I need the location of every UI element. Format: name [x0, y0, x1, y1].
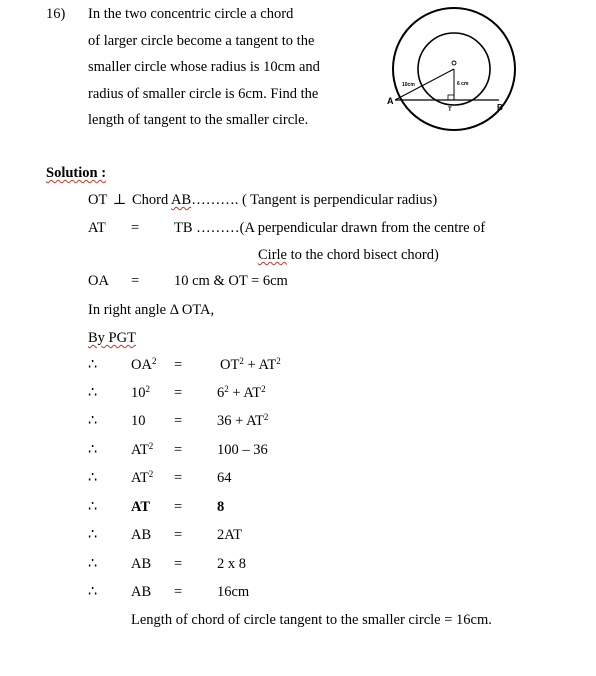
conclusion: Length of chord of circle tangent to the smaller circle = 16cm. [131, 612, 492, 628]
question-line-3: smaller circle whose radius is 10cm and [88, 59, 320, 75]
line2-reason-b [258, 247, 439, 264]
line2-tb: TB [174, 220, 193, 236]
therefore-symbol: ∴ [88, 442, 98, 458]
therefore-symbol: ∴ [88, 556, 98, 572]
step-lhs: AB [131, 527, 152, 543]
therefore-symbol: ∴ [88, 584, 98, 600]
therefore-symbol: ∴ [88, 385, 98, 401]
step-lhs: 10 [131, 413, 146, 429]
line2-cirle: Cirle [258, 247, 287, 263]
concentric-circles-figure [378, 5, 518, 135]
step-eq: = [174, 357, 183, 373]
label-t: T [448, 107, 452, 113]
line2-dots: ……… [196, 220, 240, 236]
centre-point [452, 61, 456, 65]
line5-text: By PGT [88, 330, 136, 346]
step-eq: = [174, 385, 183, 401]
line1-dots: ………. [191, 192, 239, 208]
right-angle-mark [448, 95, 454, 100]
label-b: B [497, 103, 503, 112]
step-eq: = [174, 442, 183, 458]
step-eq: = [174, 470, 183, 486]
step-rhs: 2 x 8 [217, 556, 246, 572]
therefore-symbol: ∴ [88, 470, 98, 486]
line1-chord: Chord [131, 192, 169, 208]
line2-lhs: AT [88, 220, 106, 236]
line2-eq: = [131, 220, 140, 236]
step-rhs: 2AT [217, 527, 242, 543]
step-rhs: $OT^2 + AT^2$ [220, 356, 281, 373]
line4-text: In right angle Δ OTA, [88, 302, 215, 318]
line3-eq: = [131, 273, 140, 289]
solution-line-1 [88, 192, 437, 209]
line2-reason-rest: to the chord bisect chord) [287, 247, 439, 263]
step-lhs: AT [131, 499, 151, 515]
step-eq: = [174, 527, 183, 543]
line3-rhs: 10 cm & OT = 6cm [174, 273, 288, 289]
step-eq: = [174, 584, 183, 600]
line3-lhs: OA [88, 273, 109, 289]
therefore-symbol: ∴ [88, 357, 98, 373]
question-line-2: of larger circle become a tangent to the [88, 33, 315, 49]
step-eq: = [174, 499, 183, 515]
step-rhs: 64 [217, 470, 232, 486]
perpendicular-symbol: ⊥ [112, 192, 127, 208]
question-number: 16) [46, 6, 66, 22]
question-line-1: In the two concentric circle a chord [88, 6, 294, 22]
step-lhs: AB [131, 556, 152, 572]
label-oa: 10cm [402, 82, 415, 88]
step-rhs: 100 – 36 [217, 442, 268, 458]
line1-ab: AB [171, 192, 192, 208]
question-line-4: radius of smaller circle is 6cm. Find the [88, 86, 319, 102]
line2-rhs [174, 220, 485, 237]
line1-reason: ( Tangent is perpendicular radius) [241, 192, 438, 208]
step-lhs: AB [131, 584, 152, 600]
therefore-symbol: ∴ [88, 413, 98, 429]
step-rhs: $6^2 + AT^2$ [217, 384, 266, 401]
therefore-symbol: ∴ [88, 499, 98, 515]
step-lhs: $OA^2$ [131, 356, 157, 373]
label-a: A [387, 96, 394, 106]
line2-reason-a: (A perpendicular drawn from the centre of [239, 220, 486, 236]
step-eq: = [174, 556, 183, 572]
line1-lhs: OT [88, 192, 108, 208]
step-lhs: $AT^2$ [131, 441, 154, 458]
step-eq: = [174, 413, 183, 429]
label-ot: 6 cm [457, 81, 469, 87]
step-lhs: $AT^2$ [131, 469, 154, 486]
step-rhs: 16cm [217, 584, 250, 600]
question-line-5: length of tangent to the smaller circle. [88, 112, 309, 128]
solution-heading: Solution : [46, 165, 107, 181]
step-rhs: $36 + AT^2$ [217, 412, 269, 429]
step-lhs: $10^2$ [131, 384, 150, 401]
step-rhs: 8 [217, 499, 225, 515]
therefore-symbol: ∴ [88, 527, 98, 543]
